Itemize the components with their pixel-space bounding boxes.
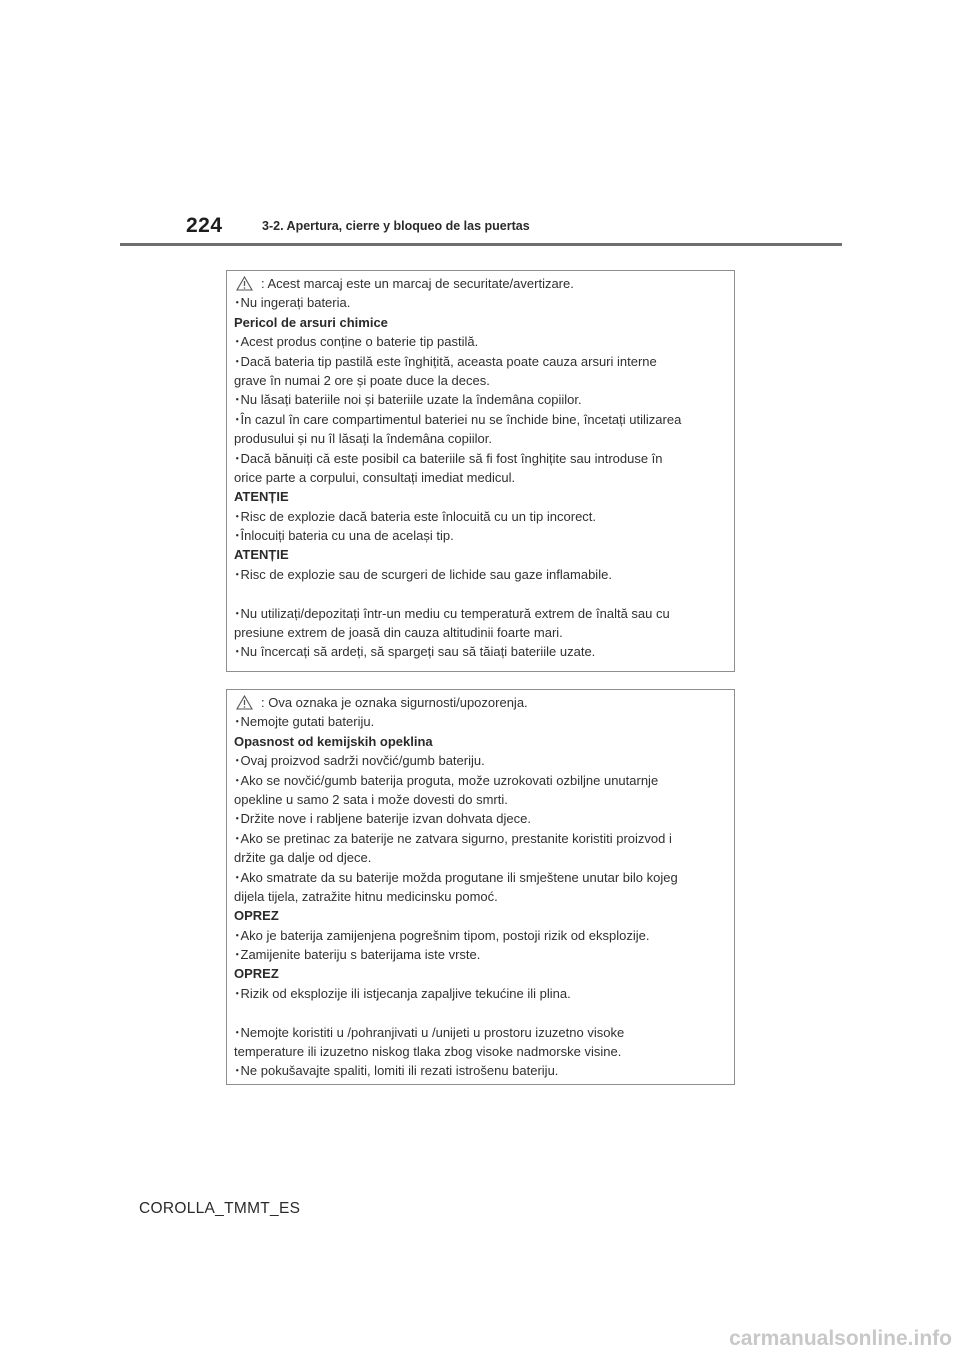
- warning-line: dijela tijela, zatražite hitnu medicinsku pomoć.: [234, 888, 498, 904]
- warning-triangle-icon: [236, 276, 253, 291]
- warning-box-romanian: [226, 270, 735, 672]
- warning-line: držite ga dalje od djece.: [234, 850, 372, 866]
- warning-line: ･Nemojte koristiti u /pohranjivati u /unijeti u prostoru izuzetno visoke: [234, 1024, 625, 1040]
- warning-line: temperature ili izuzetno niskog tlaka zbog visoke nadmorske visine.: [234, 1044, 622, 1060]
- warning-heading: ATENȚIE: [234, 489, 289, 505]
- warning-line: ･Risc de explozie sau de scurgeri de lichide sau gaze inflamabile.: [234, 566, 612, 582]
- warning-line: ･Ako smatrate da su baterije možda progutane ili smještene unutar bilo kojeg: [234, 869, 678, 885]
- warning-line: ･Rizik od eksplozije ili istjecanja zapaljive tekućine ili plina.: [234, 985, 571, 1001]
- warning-line: ･Ne pokušavajte spaliti, lomiti ili rezati istrošenu bateriju.: [234, 1063, 559, 1079]
- header-divider: [120, 243, 842, 246]
- warning-intro-line: [234, 274, 734, 293]
- warning-line: ･Nu ingerați bateria.: [234, 295, 351, 311]
- model-code: COROLLA_TMMT_ES: [139, 1200, 301, 1217]
- warning-line: ･Ako se pretinac za baterije ne zatvara sigurno, prestanite koristiti proizvod i: [234, 830, 672, 846]
- warning-heading: OPREZ: [234, 966, 279, 982]
- warning-line: produsului și nu îl lăsați la îndemâna copiilor.: [234, 431, 492, 447]
- warning-line: ･Risc de explozie dacă bateria este înlocuită cu un tip incorect.: [234, 508, 597, 524]
- warning-line: ･Ovaj proizvod sadrži novčić/gumb bateriju.: [234, 753, 485, 769]
- warning-line: opekline u samo 2 sata i može dovesti do smrti.: [234, 791, 508, 807]
- blank-line: [234, 1003, 734, 1022]
- warning-heading: OPREZ: [234, 908, 279, 924]
- warning-line: orice parte a corpului, consultați imediat medicul.: [234, 469, 516, 485]
- warning-line: ･Înlocuiți bateria cu una de același tip.: [234, 528, 454, 544]
- warning-line: ･Dacă bănuiți că este posibil ca bateriile să fi fost înghițite sau introduse în: [234, 450, 663, 466]
- warning-line: ･Dacă bateria tip pastilă este înghițită, aceasta poate cauza arsuri interne: [234, 353, 657, 369]
- warning-line: ･Ako se novčić/gumb baterija proguta, može uzrokovati ozbiljne unutarnje: [234, 772, 659, 788]
- warning-line: ･Nu utilizați/depozitați într-un mediu cu temperatură extrem de înaltă sau cu: [234, 605, 670, 621]
- warning-line: presiune extrem de joasă din cauza altitudinii foarte mari.: [234, 625, 563, 641]
- warning-intro-line: [234, 693, 734, 712]
- warning-heading: Opasnost od kemijskih opeklina: [234, 733, 433, 749]
- warning-box-croatian: [226, 689, 735, 1085]
- warning-intro-text: : Ova oznaka je oznaka sigurnosti/upozorenja.: [261, 695, 528, 710]
- warning-line: ･Nemojte gutati bateriju.: [234, 714, 375, 730]
- warning-triangle-icon: [236, 695, 253, 710]
- page-number: 224: [186, 214, 223, 237]
- warning-line: ･În cazul în care compartimentul bateriei nu se închide bine, încetați utilizarea: [234, 411, 682, 427]
- watermark: carmanualsonline.info: [729, 1327, 952, 1350]
- warning-line: ･Nu lăsați bateriile noi și bateriile uzate la îndemâna copiilor.: [234, 392, 582, 408]
- warning-intro-text: : Acest marcaj este un marcaj de securitate/avertizare.: [261, 276, 574, 291]
- warning-line: ･Ako je baterija zamijenjena pogrešnim tipom, postoji rizik od eksplozije.: [234, 927, 650, 943]
- blank-line: [234, 584, 734, 603]
- section-title: 3-2. Apertura, cierre y bloqueo de las puertas: [262, 219, 530, 233]
- warning-heading: Pericol de arsuri chimice: [234, 314, 388, 330]
- warning-line: ･Acest produs conține o baterie tip pastilă.: [234, 334, 479, 350]
- warning-line: ･Zamijenite bateriju s baterijama iste vrste.: [234, 947, 481, 963]
- warning-line: grave în numai 2 ore și poate duce la deces.: [234, 372, 490, 388]
- warning-line: ･Nu încercați să ardeți, să spargeți sau să tăiați bateriile uzate.: [234, 644, 596, 660]
- warning-line: ･Držite nove i rabljene baterije izvan dohvata djece.: [234, 811, 532, 827]
- warning-heading: ATENȚIE: [234, 547, 289, 563]
